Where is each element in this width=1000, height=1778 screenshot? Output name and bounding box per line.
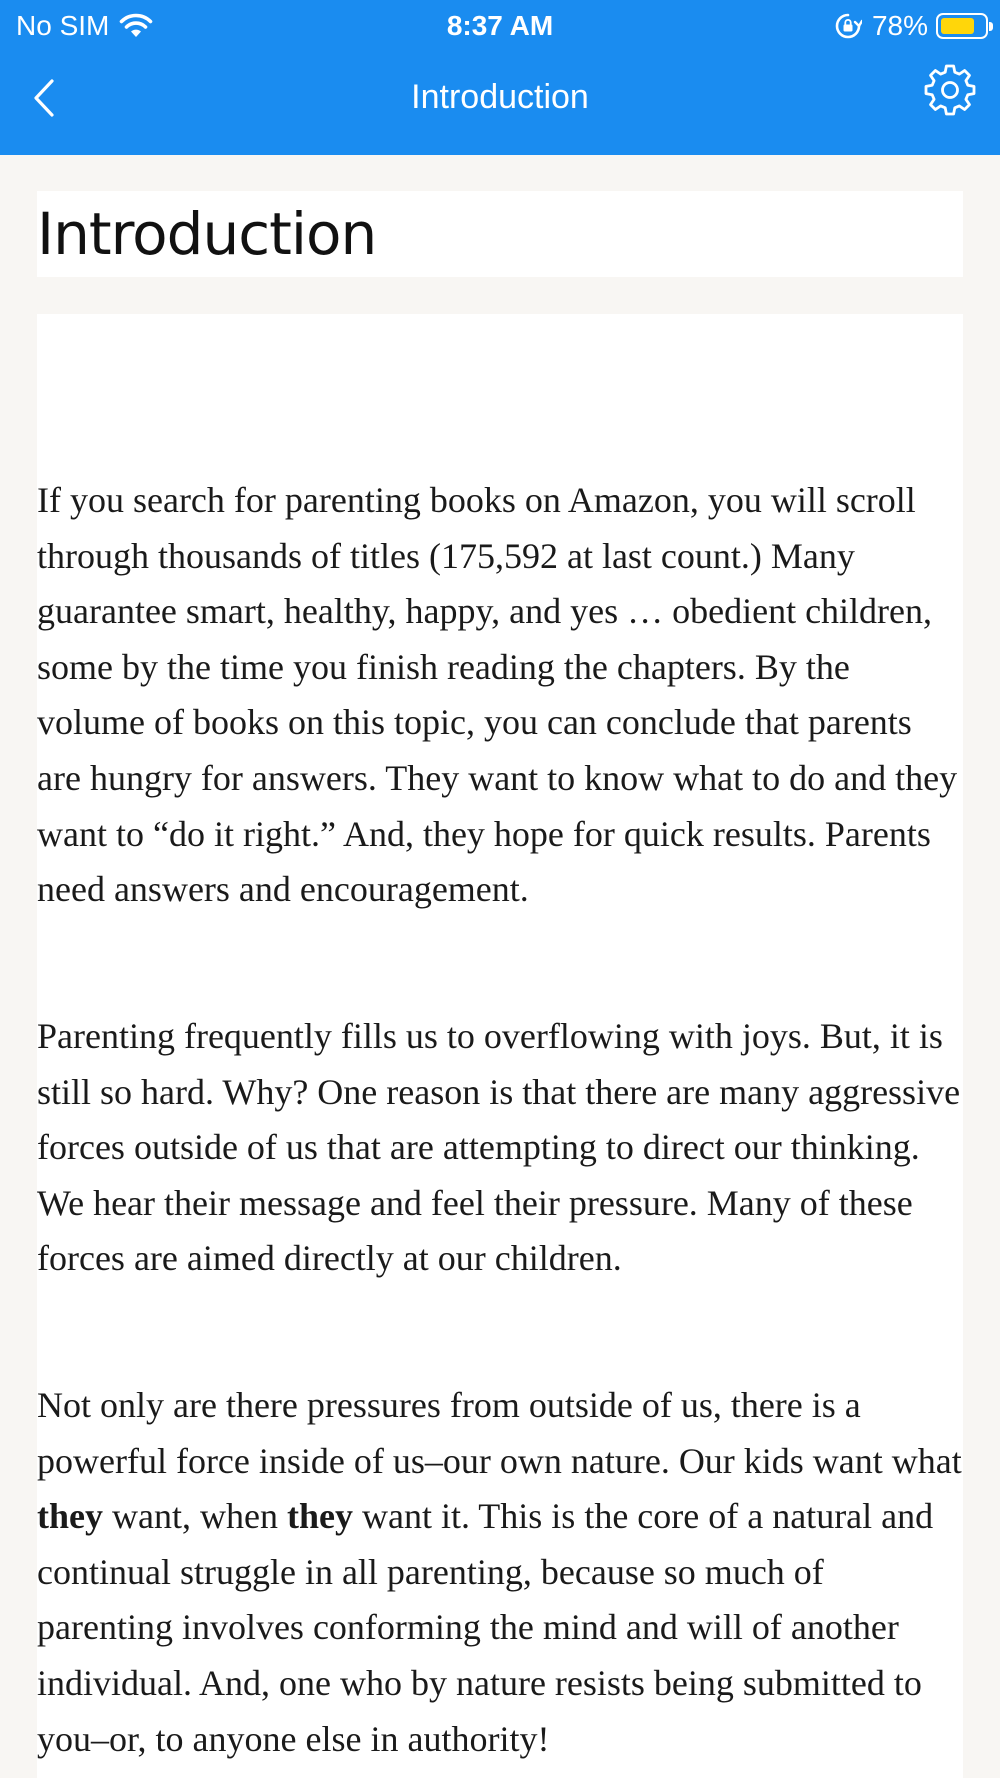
battery-level	[941, 18, 974, 34]
emphasis-they-2: they	[286, 1496, 353, 1537]
nav-title: Introduction	[411, 78, 589, 116]
paragraph-3-part-2: want, when	[103, 1496, 287, 1537]
settings-button[interactable]	[922, 62, 978, 118]
battery-percent: 78%	[871, 10, 928, 41]
gear-icon	[923, 63, 977, 117]
status-right	[834, 9, 988, 43]
paragraph-2: Parenting frequently fills us to overflowing with joys. But, it is still so hard. Why? One reason is that there are many aggressive forces outside of us that are attempting to direct our thinking. We hear their message and feel their pressure. Many of these forces are aimed directly at our children.	[37, 1016, 961, 1279]
article-body	[37, 314, 963, 1778]
paragraph-1: If you search for parenting books on Amazon, you will scroll through thousands of titles (175,592 at last count.) Many guarantee smart, healthy, happy, and yes … obedient children, some by the time you finish reading the chapters. By the volume of books on this topic, you can conclude that parents are hungry for answers. They want to know what to do and they want to “do it right.” And, they hope for quick results. Parents need answers and encouragement.	[37, 480, 958, 910]
battery-icon	[936, 13, 988, 39]
nav-bar	[0, 50, 1000, 155]
paragraph-3-part-1: Not only are there pressures from outside of us, there is a powerful force inside of us–our own nature. Our kids want what	[37, 1385, 962, 1481]
header	[0, 0, 1000, 155]
paragraph-3	[37, 1378, 963, 1767]
carrier-label: No SIM	[16, 10, 110, 41]
orientation-lock-icon	[834, 12, 862, 40]
status-time: 8:37 AM	[446, 10, 554, 41]
status-bar	[0, 0, 1000, 50]
article-heading: Introduction	[37, 200, 377, 268]
paragraph-3-part-3: want it. This is the core of a natural and continual struggle in all parenting, because so much of parenting involves conforming the mind and will of another individual. And, one who by nature resists being submitted to you–or, to anyone else in authority!	[37, 1496, 934, 1759]
emphasis-they-1: they	[37, 1496, 103, 1537]
article-title-box	[37, 191, 963, 277]
